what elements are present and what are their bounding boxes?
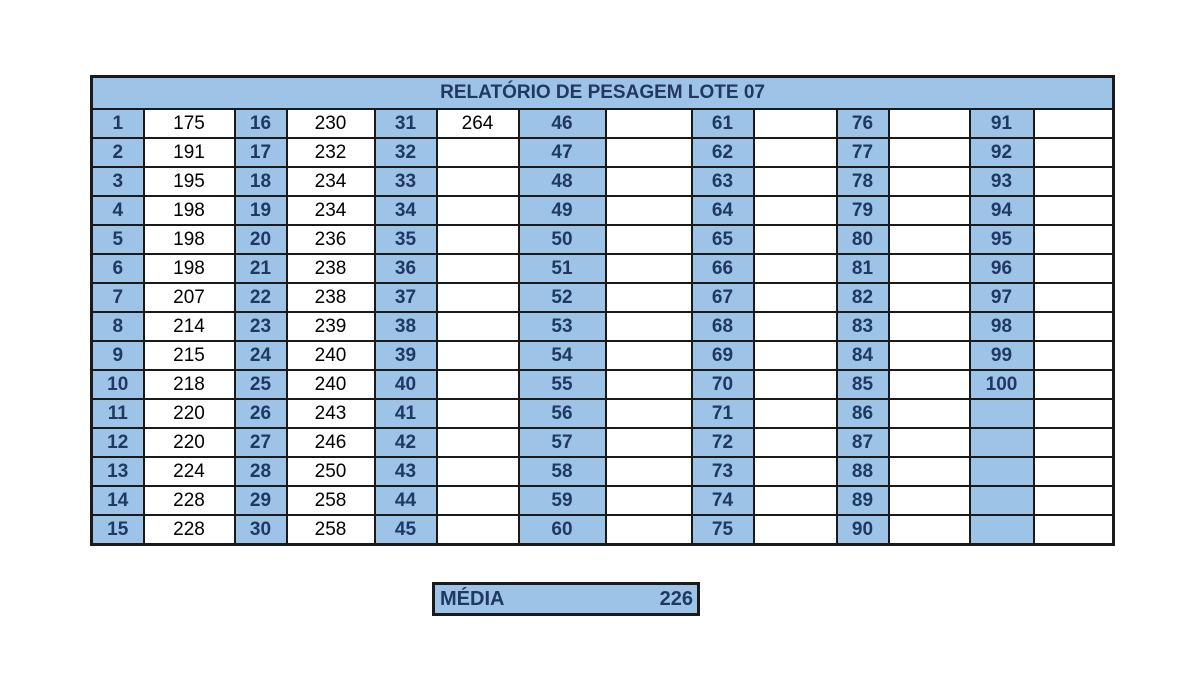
item-number-cell[interactable]: 20 — [235, 225, 287, 254]
weight-value-cell[interactable]: 198 — [144, 225, 235, 254]
weight-value-cell[interactable] — [889, 515, 970, 545]
weight-value-cell[interactable] — [1034, 486, 1114, 515]
item-number-cell[interactable] — [970, 486, 1034, 515]
weight-value-cell[interactable] — [889, 312, 970, 341]
table-row — [92, 196, 1114, 225]
weight-value-cell[interactable]: 258 — [287, 486, 375, 515]
item-number-cell[interactable]: 98 — [970, 312, 1034, 341]
item-number-cell[interactable]: 76 — [837, 109, 889, 138]
item-number-cell[interactable]: 6 — [92, 254, 144, 283]
item-number-cell[interactable]: 8 — [92, 312, 144, 341]
item-number-cell[interactable]: 85 — [837, 370, 889, 399]
item-number-cell[interactable]: 32 — [375, 138, 437, 167]
item-number-cell[interactable]: 42 — [375, 428, 437, 457]
item-number-cell[interactable]: 66 — [692, 254, 754, 283]
item-number-cell[interactable] — [970, 515, 1034, 545]
weight-value-cell[interactable] — [1034, 138, 1114, 167]
item-number-cell[interactable]: 94 — [970, 196, 1034, 225]
report-title: RELATÓRIO DE PESAGEM LOTE 07 — [92, 77, 1114, 110]
item-number-cell[interactable]: 84 — [837, 341, 889, 370]
weight-value-cell[interactable] — [606, 225, 692, 254]
weight-value-cell[interactable]: 220 — [144, 399, 235, 428]
item-number-cell[interactable]: 22 — [235, 283, 287, 312]
item-number-cell[interactable]: 5 — [92, 225, 144, 254]
item-number-cell[interactable]: 33 — [375, 167, 437, 196]
table-row — [92, 254, 1114, 283]
weight-value-cell[interactable] — [606, 312, 692, 341]
item-number-cell[interactable]: 45 — [375, 515, 437, 545]
weight-value-cell[interactable] — [1034, 167, 1114, 196]
weight-value-cell[interactable] — [754, 254, 837, 283]
item-number-cell[interactable]: 81 — [837, 254, 889, 283]
weight-value-cell[interactable] — [1034, 283, 1114, 312]
weight-value-cell[interactable]: 238 — [287, 283, 375, 312]
item-number-cell[interactable]: 28 — [235, 457, 287, 486]
item-number-cell[interactable]: 88 — [837, 457, 889, 486]
weight-value-cell[interactable]: 195 — [144, 167, 235, 196]
weight-value-cell[interactable] — [606, 515, 692, 545]
item-number-cell[interactable]: 99 — [970, 341, 1034, 370]
item-number-cell[interactable]: 39 — [375, 341, 437, 370]
item-number-cell[interactable]: 95 — [970, 225, 1034, 254]
table-row — [92, 399, 1114, 428]
weight-value-cell[interactable] — [754, 225, 837, 254]
weight-value-cell[interactable] — [1034, 196, 1114, 225]
weight-value-cell[interactable] — [754, 428, 837, 457]
weight-value-cell[interactable] — [437, 370, 519, 399]
weighing-report-sheet — [90, 75, 1112, 546]
weight-value-cell[interactable] — [889, 341, 970, 370]
item-number-cell[interactable]: 11 — [92, 399, 144, 428]
item-number-cell[interactable]: 9 — [92, 341, 144, 370]
item-number-cell[interactable]: 61 — [692, 109, 754, 138]
weight-value-cell[interactable] — [1034, 225, 1114, 254]
weight-value-cell[interactable] — [437, 283, 519, 312]
item-number-cell[interactable]: 23 — [235, 312, 287, 341]
item-number-cell[interactable]: 41 — [375, 399, 437, 428]
weight-value-cell[interactable] — [889, 167, 970, 196]
weight-value-cell[interactable] — [606, 486, 692, 515]
item-number-cell[interactable]: 86 — [837, 399, 889, 428]
weight-value-cell[interactable] — [606, 399, 692, 428]
item-number-cell[interactable]: 18 — [235, 167, 287, 196]
weight-value-cell[interactable] — [437, 254, 519, 283]
weight-value-cell[interactable] — [437, 515, 519, 545]
weight-value-cell[interactable]: 232 — [287, 138, 375, 167]
item-number-cell[interactable]: 19 — [235, 196, 287, 225]
table-row — [92, 486, 1114, 515]
weight-value-cell[interactable]: 218 — [144, 370, 235, 399]
weight-value-cell[interactable]: 239 — [287, 312, 375, 341]
item-number-cell[interactable]: 3 — [92, 167, 144, 196]
item-number-cell[interactable]: 59 — [519, 486, 606, 515]
weight-value-cell[interactable] — [754, 109, 837, 138]
table-row — [92, 138, 1114, 167]
item-number-cell[interactable]: 78 — [837, 167, 889, 196]
weight-value-cell[interactable] — [437, 312, 519, 341]
weight-value-cell[interactable] — [437, 428, 519, 457]
table-row — [92, 167, 1114, 196]
item-number-cell[interactable]: 10 — [92, 370, 144, 399]
item-number-cell[interactable]: 73 — [692, 457, 754, 486]
item-number-cell[interactable]: 13 — [92, 457, 144, 486]
weight-value-cell[interactable] — [606, 254, 692, 283]
item-number-cell[interactable]: 63 — [692, 167, 754, 196]
weight-value-cell[interactable]: 236 — [287, 225, 375, 254]
item-number-cell[interactable]: 77 — [837, 138, 889, 167]
item-number-cell[interactable]: 16 — [235, 109, 287, 138]
item-number-cell[interactable]: 37 — [375, 283, 437, 312]
item-number-cell[interactable]: 93 — [970, 167, 1034, 196]
weight-value-cell[interactable] — [889, 109, 970, 138]
table-row — [92, 225, 1114, 254]
item-number-cell[interactable]: 36 — [375, 254, 437, 283]
item-number-cell[interactable]: 47 — [519, 138, 606, 167]
weight-value-cell[interactable]: 240 — [287, 370, 375, 399]
item-number-cell[interactable]: 46 — [519, 109, 606, 138]
item-number-cell[interactable]: 60 — [519, 515, 606, 545]
item-number-cell[interactable]: 26 — [235, 399, 287, 428]
item-number-cell[interactable]: 17 — [235, 138, 287, 167]
weight-value-cell[interactable]: 207 — [144, 283, 235, 312]
weight-value-cell[interactable] — [606, 167, 692, 196]
item-number-cell[interactable]: 72 — [692, 428, 754, 457]
table-row — [92, 428, 1114, 457]
weight-value-cell[interactable] — [1034, 399, 1114, 428]
weight-value-cell[interactable]: 228 — [144, 486, 235, 515]
weight-value-cell[interactable]: 220 — [144, 428, 235, 457]
table-row — [92, 457, 1114, 486]
weight-value-cell[interactable] — [606, 370, 692, 399]
weight-value-cell[interactable]: 240 — [287, 341, 375, 370]
item-number-cell[interactable]: 56 — [519, 399, 606, 428]
item-number-cell[interactable]: 75 — [692, 515, 754, 545]
weight-value-cell[interactable] — [437, 196, 519, 225]
weight-value-cell[interactable] — [437, 138, 519, 167]
table-row — [92, 341, 1114, 370]
weight-value-cell[interactable] — [606, 457, 692, 486]
weight-value-cell[interactable] — [754, 370, 837, 399]
item-number-cell[interactable]: 82 — [837, 283, 889, 312]
item-number-cell[interactable]: 92 — [970, 138, 1034, 167]
item-number-cell[interactable]: 31 — [375, 109, 437, 138]
weight-value-cell[interactable] — [754, 196, 837, 225]
weight-value-cell[interactable]: 198 — [144, 196, 235, 225]
weight-value-cell[interactable] — [754, 399, 837, 428]
weight-value-cell[interactable]: 198 — [144, 254, 235, 283]
item-number-cell[interactable]: 44 — [375, 486, 437, 515]
weighing-table — [90, 75, 1115, 546]
weight-value-cell[interactable] — [437, 341, 519, 370]
item-number-cell[interactable]: 96 — [970, 254, 1034, 283]
weight-value-cell[interactable] — [437, 457, 519, 486]
item-number-cell[interactable]: 38 — [375, 312, 437, 341]
item-number-cell[interactable]: 43 — [375, 457, 437, 486]
weight-value-cell[interactable]: 175 — [144, 109, 235, 138]
weight-value-cell[interactable] — [754, 167, 837, 196]
item-number-cell[interactable]: 55 — [519, 370, 606, 399]
weight-value-cell[interactable]: 238 — [287, 254, 375, 283]
weight-value-cell[interactable] — [754, 486, 837, 515]
weight-value-cell[interactable] — [754, 312, 837, 341]
weight-value-cell[interactable] — [889, 283, 970, 312]
item-number-cell[interactable]: 91 — [970, 109, 1034, 138]
weight-value-cell[interactable] — [1034, 370, 1114, 399]
table-row — [92, 370, 1114, 399]
table-body — [92, 109, 1114, 545]
item-number-cell[interactable]: 30 — [235, 515, 287, 545]
item-number-cell[interactable]: 68 — [692, 312, 754, 341]
weight-value-cell[interactable]: 228 — [144, 515, 235, 545]
item-number-cell[interactable]: 4 — [92, 196, 144, 225]
item-number-cell[interactable]: 80 — [837, 225, 889, 254]
item-number-cell[interactable]: 21 — [235, 254, 287, 283]
item-number-cell[interactable]: 15 — [92, 515, 144, 545]
weight-value-cell[interactable] — [606, 109, 692, 138]
table-row — [92, 515, 1114, 545]
item-number-cell[interactable] — [970, 428, 1034, 457]
weight-value-cell[interactable]: 246 — [287, 428, 375, 457]
item-number-cell[interactable]: 57 — [519, 428, 606, 457]
weight-value-cell[interactable]: 250 — [287, 457, 375, 486]
table-row — [92, 283, 1114, 312]
item-number-cell[interactable]: 12 — [92, 428, 144, 457]
weight-value-cell[interactable]: 214 — [144, 312, 235, 341]
weight-value-cell[interactable] — [437, 399, 519, 428]
item-number-cell[interactable]: 48 — [519, 167, 606, 196]
weight-value-cell[interactable] — [1034, 109, 1114, 138]
average-value: 226 — [659, 587, 693, 610]
item-number-cell[interactable]: 71 — [692, 399, 754, 428]
weight-value-cell[interactable] — [889, 486, 970, 515]
weight-value-cell[interactable] — [889, 370, 970, 399]
item-number-cell[interactable]: 29 — [235, 486, 287, 515]
item-number-cell[interactable]: 24 — [235, 341, 287, 370]
weight-value-cell[interactable] — [437, 167, 519, 196]
weight-value-cell[interactable]: 215 — [144, 341, 235, 370]
item-number-cell[interactable]: 2 — [92, 138, 144, 167]
item-number-cell[interactable]: 35 — [375, 225, 437, 254]
weight-value-cell[interactable] — [889, 196, 970, 225]
table-row — [92, 312, 1114, 341]
item-number-cell[interactable]: 14 — [92, 486, 144, 515]
item-number-cell[interactable]: 100 — [970, 370, 1034, 399]
weight-value-cell[interactable] — [437, 225, 519, 254]
weight-value-cell[interactable] — [754, 515, 837, 545]
weight-value-cell[interactable] — [606, 428, 692, 457]
weight-value-cell[interactable] — [1034, 515, 1114, 545]
item-number-cell[interactable]: 62 — [692, 138, 754, 167]
weight-value-cell[interactable] — [889, 138, 970, 167]
item-number-cell[interactable]: 70 — [692, 370, 754, 399]
item-number-cell[interactable]: 97 — [970, 283, 1034, 312]
item-number-cell[interactable]: 69 — [692, 341, 754, 370]
item-number-cell[interactable]: 67 — [692, 283, 754, 312]
weight-value-cell[interactable] — [889, 225, 970, 254]
weight-value-cell[interactable] — [1034, 428, 1114, 457]
weight-value-cell[interactable]: 258 — [287, 515, 375, 545]
item-number-cell[interactable]: 65 — [692, 225, 754, 254]
weight-value-cell[interactable]: 243 — [287, 399, 375, 428]
item-number-cell[interactable]: 40 — [375, 370, 437, 399]
weight-value-cell[interactable] — [889, 254, 970, 283]
item-number-cell[interactable]: 27 — [235, 428, 287, 457]
weight-value-cell[interactable] — [606, 196, 692, 225]
weight-value-cell[interactable] — [889, 457, 970, 486]
weight-value-cell[interactable]: 191 — [144, 138, 235, 167]
item-number-cell[interactable] — [970, 457, 1034, 486]
weight-value-cell[interactable] — [1034, 341, 1114, 370]
item-number-cell[interactable]: 50 — [519, 225, 606, 254]
weight-value-cell[interactable]: 234 — [287, 196, 375, 225]
weight-value-cell[interactable] — [606, 283, 692, 312]
weight-value-cell[interactable] — [889, 428, 970, 457]
item-number-cell[interactable]: 58 — [519, 457, 606, 486]
weight-value-cell[interactable] — [754, 283, 837, 312]
table-row — [92, 109, 1114, 138]
weight-value-cell[interactable] — [606, 138, 692, 167]
weight-value-cell[interactable]: 224 — [144, 457, 235, 486]
item-number-cell[interactable]: 7 — [92, 283, 144, 312]
weight-value-cell[interactable] — [889, 399, 970, 428]
item-number-cell[interactable]: 87 — [837, 428, 889, 457]
weight-value-cell[interactable] — [1034, 312, 1114, 341]
weight-value-cell[interactable] — [1034, 457, 1114, 486]
item-number-cell[interactable]: 54 — [519, 341, 606, 370]
average-label: MÉDIA — [440, 587, 505, 610]
weight-value-cell[interactable]: 234 — [287, 167, 375, 196]
item-number-cell[interactable]: 34 — [375, 196, 437, 225]
weight-value-cell[interactable] — [754, 138, 837, 167]
weight-value-cell[interactable] — [606, 341, 692, 370]
item-number-cell[interactable]: 89 — [837, 486, 889, 515]
item-number-cell[interactable]: 51 — [519, 254, 606, 283]
item-number-cell[interactable]: 64 — [692, 196, 754, 225]
item-number-cell[interactable] — [970, 399, 1034, 428]
item-number-cell[interactable]: 1 — [92, 109, 144, 138]
item-number-cell[interactable]: 25 — [235, 370, 287, 399]
item-number-cell[interactable]: 74 — [692, 486, 754, 515]
weight-value-cell[interactable] — [1034, 254, 1114, 283]
weight-value-cell[interactable] — [754, 457, 837, 486]
item-number-cell[interactable]: 83 — [837, 312, 889, 341]
item-number-cell[interactable]: 53 — [519, 312, 606, 341]
weight-value-cell[interactable] — [754, 341, 837, 370]
item-number-cell[interactable]: 49 — [519, 196, 606, 225]
weight-value-cell[interactable]: 230 — [287, 109, 375, 138]
average-summary — [432, 582, 700, 616]
weight-value-cell[interactable] — [437, 486, 519, 515]
item-number-cell[interactable]: 90 — [837, 515, 889, 545]
item-number-cell[interactable]: 52 — [519, 283, 606, 312]
item-number-cell[interactable]: 79 — [837, 196, 889, 225]
weight-value-cell[interactable]: 264 — [437, 109, 519, 138]
